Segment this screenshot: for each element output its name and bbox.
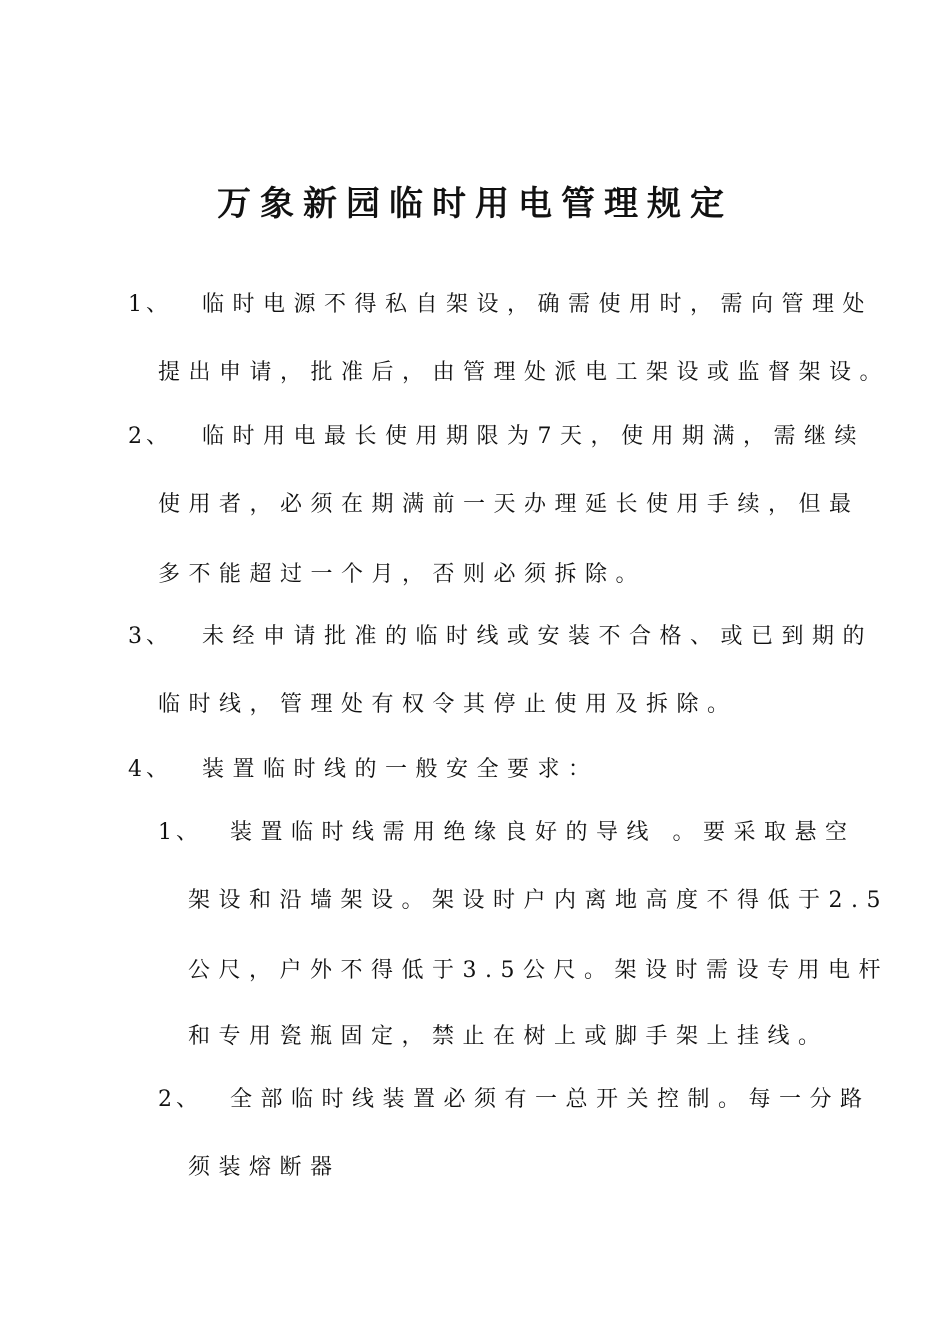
paragraph-line: 临时电源不得私自架设，确需使用时，需向管理处 [202,292,874,317]
paragraph-line: 公尺，户外不得低于3.5公尺。架设时需设专用电杆 [188,958,889,983]
paragraph-line: 使用者，必须在期满前一天办理延长使用手续，但最 [158,492,860,517]
item-number: 4、 [128,757,172,782]
item-number: 2、 [128,424,172,449]
paragraph-line: 装置临时线需用绝缘良好的导线 。要采取悬空 [230,820,856,845]
paragraph-line: 和专用瓷瓶固定，禁止在树上或脚手架上挂线。 [188,1024,829,1049]
paragraph-line: 架设和沿墙架设。架设时户内离地高度不得低于2.5 [188,888,889,913]
paragraph-line: 多不能超过一个月，否则必须拆除。 [158,562,647,587]
paragraph-line: 须装熔断器 [188,1155,341,1180]
paragraph-line: 临时用电最长使用期限为7天，使用期满，需继续 [202,424,865,449]
item-number: 3、 [128,624,172,649]
page-title: 万象新园临时用电管理规定 [217,184,733,224]
item-number: 1、 [128,292,172,317]
paragraph-line: 全部临时线装置必须有一总开关控制。每一分路 [230,1087,871,1112]
paragraph-line: 提出申请，批准后，由管理处派电工架设或监督架设。 [158,360,891,385]
subitem-number: 1、 [158,820,202,845]
paragraph-line: 装置临时线的一般安全要求： [202,757,599,782]
paragraph-line: 未经申请批准的临时线或安装不合格、或已到期的 [202,624,874,649]
subitem-number: 2、 [158,1087,202,1112]
paragraph-line: 临时线，管理处有权令其停止使用及拆除。 [158,692,738,717]
